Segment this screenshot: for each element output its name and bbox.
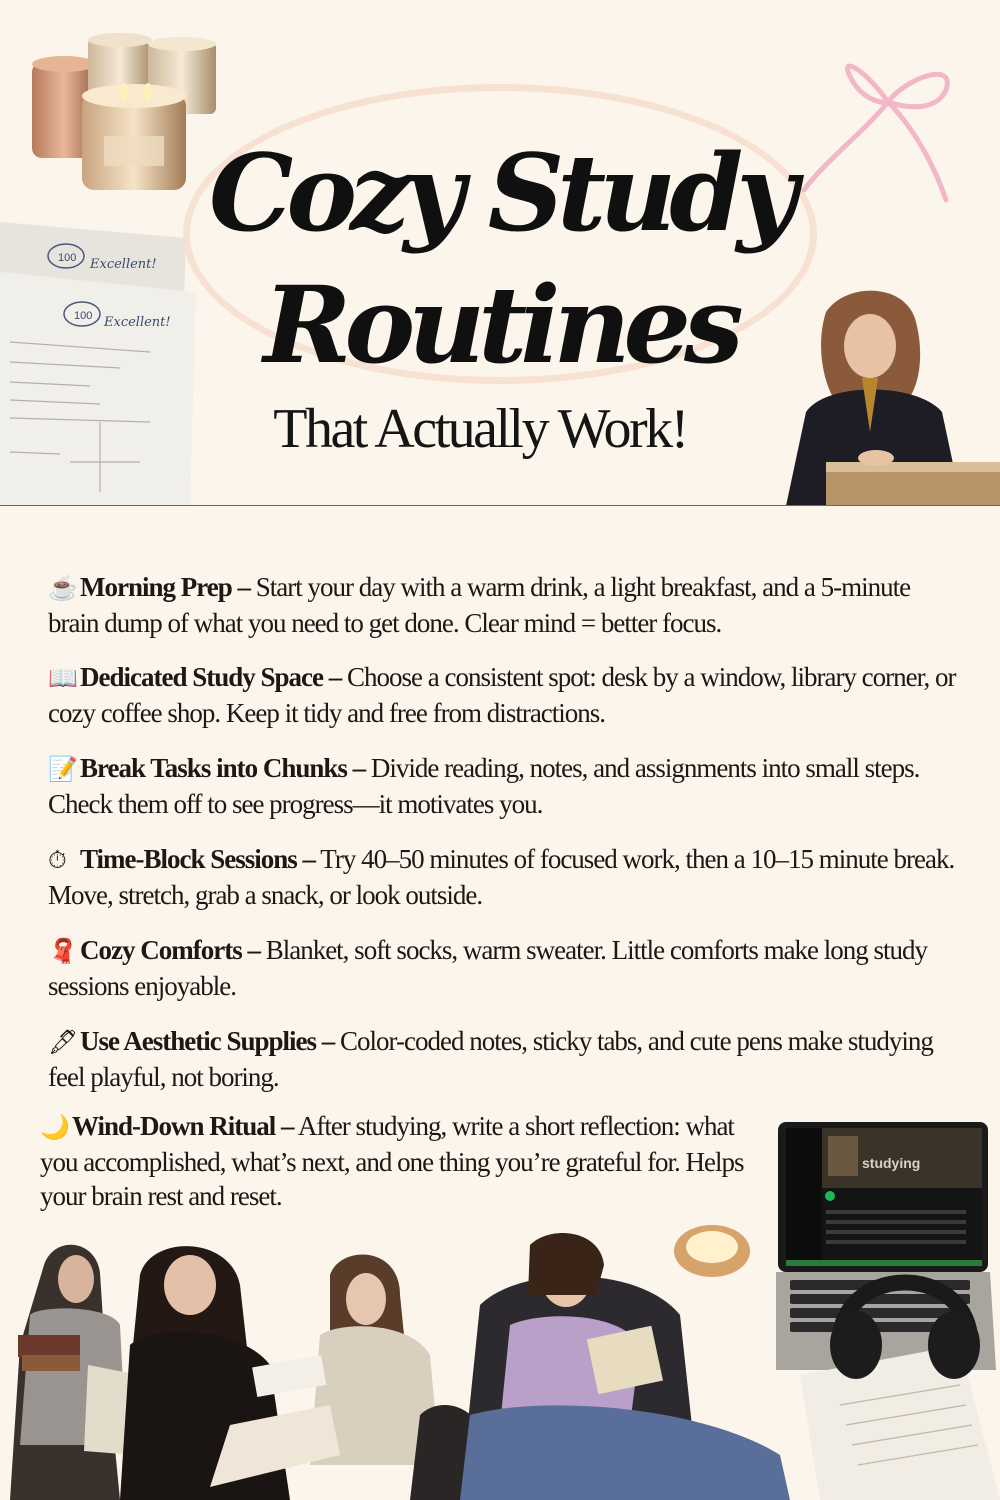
page-title-line-1: Cozy Study bbox=[208, 130, 792, 255]
tip-text: Divide reading, notes, and assignments into small steps. Check them off to see progress—it motivates you. bbox=[48, 753, 920, 819]
tip-title: Wind-Down Ritual – bbox=[72, 1111, 294, 1141]
header bbox=[0, 0, 1000, 506]
stopwatch-icon: ⏱ bbox=[48, 848, 66, 874]
page-title-line-2: Routines bbox=[263, 262, 737, 387]
tip-text: Color-coded notes, sticky tabs, and cute pens make studying feel playful, not boring. bbox=[48, 1026, 933, 1092]
tip-text: Try 40–50 minutes of focused work, then a 10–15 minute break. Move, stretch, grab a snack, or look outside. bbox=[48, 844, 955, 910]
tip-morning-prep bbox=[48, 570, 958, 640]
pen-icon: 🖋 bbox=[48, 1030, 78, 1056]
tip-title: Cozy Comforts – bbox=[80, 935, 260, 965]
tip-text: Choose a consistent spot: desk by a window, library corner, or cozy coffee shop. Keep it tidy and free from distractions. bbox=[48, 662, 956, 728]
book-icon: 📖 bbox=[48, 666, 77, 692]
tip-title: Dedicated Study Space – bbox=[80, 662, 342, 692]
moon-icon: 🌙 bbox=[40, 1115, 69, 1141]
tip-text: Start your day with a warm drink, a light breakfast, and a 5-minute brain dump of what you need to get done. Clear mind = better focus. bbox=[48, 572, 911, 638]
study-collage-photo bbox=[0, 1225, 1000, 1500]
paper-score-1: 100 bbox=[58, 252, 77, 264]
coffee-icon: ☕ bbox=[48, 576, 77, 602]
memo-icon: 📝 bbox=[48, 757, 77, 783]
tip-text: After studying, write a short reflection: what you accomplished, what’s next, and one thing you’re grateful for. Helps your brain rest and reset. bbox=[40, 1111, 744, 1211]
tip-aesthetic-supplies bbox=[48, 1024, 958, 1094]
tip-break-tasks bbox=[48, 751, 958, 821]
header-divider bbox=[0, 505, 1000, 506]
tip-text: Blanket, soft socks, warm sweater. Little comforts make long study sessions enjoyable. bbox=[48, 935, 928, 1001]
tip-wind-down bbox=[40, 1109, 760, 1213]
playlist-title: studying bbox=[862, 1155, 921, 1171]
tip-time-block bbox=[48, 842, 958, 912]
paper-score-2: 100 bbox=[74, 310, 93, 322]
tip-title: Use Aesthetic Supplies – bbox=[80, 1026, 335, 1056]
tip-title: Morning Prep – bbox=[80, 572, 250, 602]
tip-study-space bbox=[48, 660, 958, 730]
tip-title: Break Tasks into Chunks – bbox=[80, 753, 366, 783]
tip-title: Time-Block Sessions – bbox=[80, 844, 316, 874]
page-subtitle: That Actually Work! bbox=[273, 398, 687, 460]
tip-cozy-comforts bbox=[48, 933, 958, 1003]
paper-comment-1: Excellent! bbox=[90, 257, 157, 272]
paper-comment-2: Excellent! bbox=[104, 315, 171, 330]
scarf-icon: 🧣 bbox=[48, 939, 77, 965]
